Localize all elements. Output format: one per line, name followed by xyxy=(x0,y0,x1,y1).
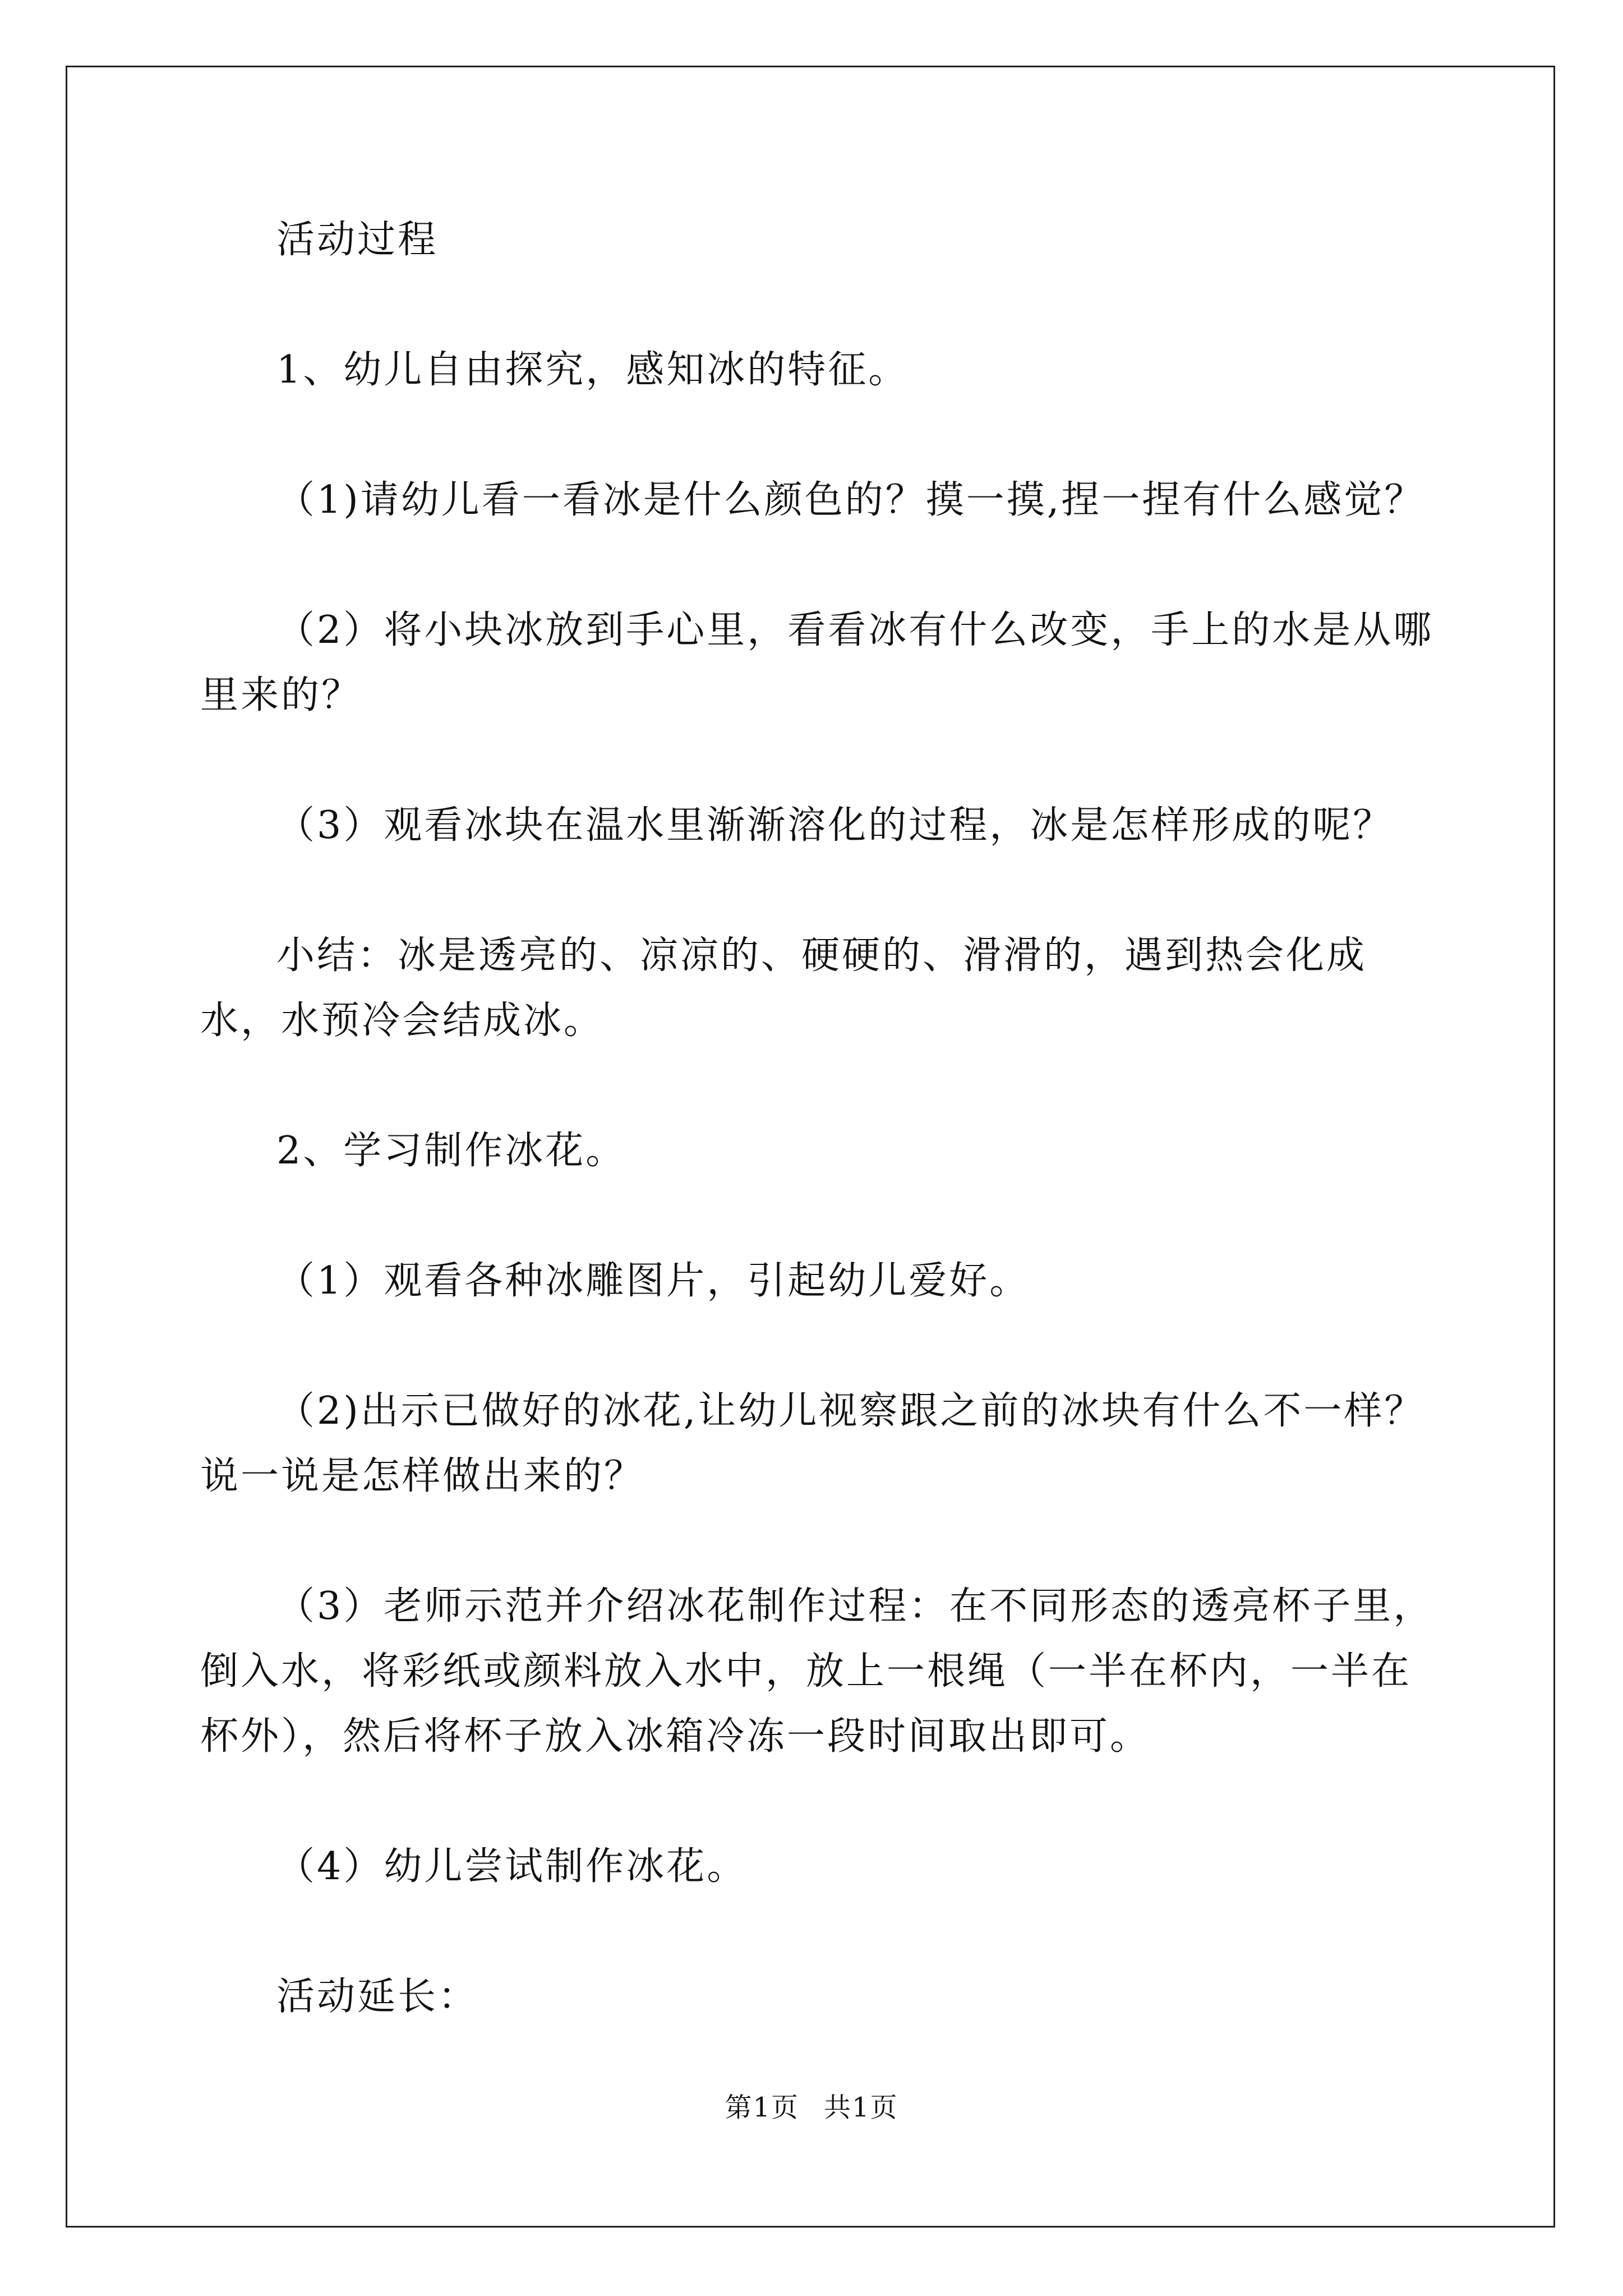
step-heading: 1、幼儿自由探究，感知冰的特征。 xyxy=(276,348,909,392)
sub-step: （2）将小块冰放到手心里，看看冰有什么改变，手上的水是从哪里来的？ xyxy=(200,608,1434,717)
page-total: 共1页 xyxy=(824,2092,898,2123)
summary-paragraph: 小结：冰是透亮的、凉凉的、硬硬的、滑滑的，遇到热会化成水，水预冷会结成冰。 xyxy=(200,933,1367,1043)
page-footer xyxy=(0,2086,1623,2124)
page-number: 第1页 xyxy=(725,2092,799,2123)
section-heading: 活动延长： xyxy=(276,1975,479,2019)
step-heading: 2、学习制作冰花。 xyxy=(276,1129,626,1173)
sub-step: （3）老师示范并介绍冰花制作过程：在不同形态的透亮杯子里，倒入水，将彩纸或颜料放入水中，放上一根绳（一半在杯内，一半在杯外），然后将杯子放入冰箱冷冻一段时间取出即可。 xyxy=(200,1584,1434,1759)
sub-step: （2)出示已做好的冰花,让幼儿视察跟之前的冰块有什么不一样？说一说是怎样做出来的？ xyxy=(200,1389,1425,1498)
document-body xyxy=(200,208,1434,2095)
sub-step: （3）观看冰块在温水里渐渐溶化的过程，冰是怎样形成的呢？ xyxy=(276,803,1394,848)
sub-step: （1)请幼儿看一看冰是什么颜色的？摸一摸,捏一捏有什么感觉？ xyxy=(276,478,1425,522)
sub-step: （1）观看各种冰雕图片，引起幼儿爱好。 xyxy=(276,1259,1030,1303)
section-heading: 活动过程 xyxy=(276,218,439,262)
sub-step: （4）幼儿尝试制作冰花。 xyxy=(276,1844,748,1889)
